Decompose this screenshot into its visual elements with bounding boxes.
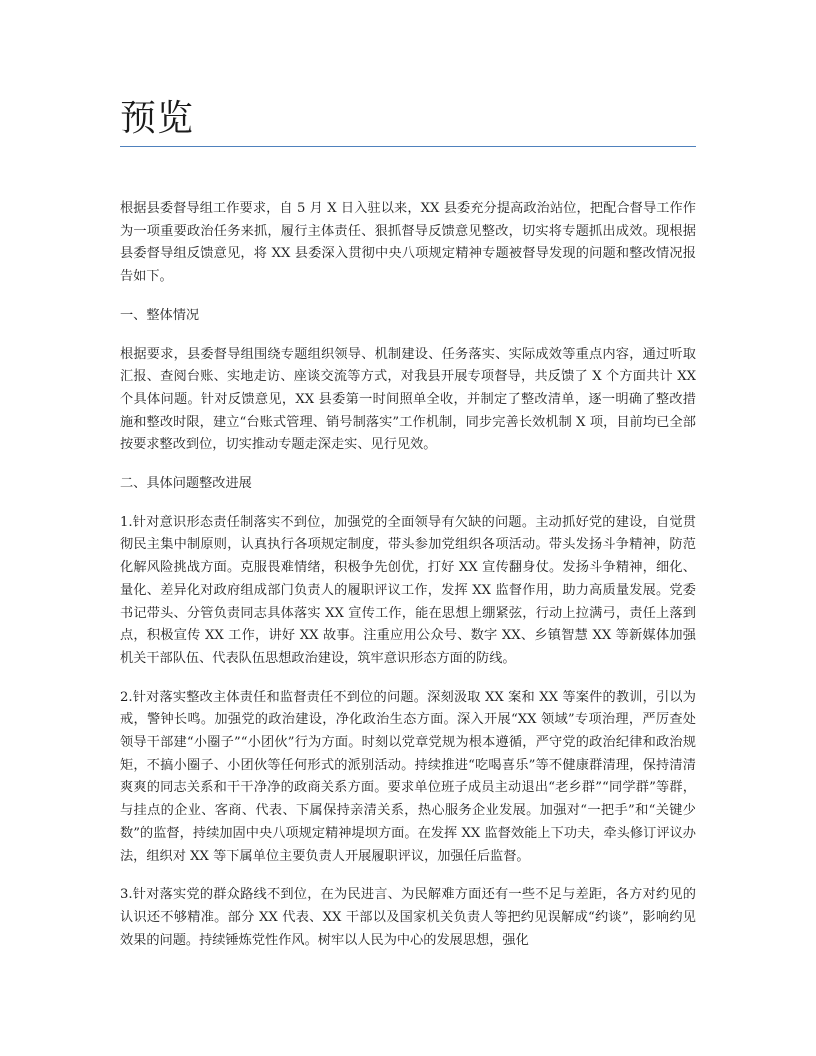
issue-item-1: 1.针对意识形态责任制落实不到位，加强党的全面领导有欠缺的问题。主动抓好党的建设，自觉贯彻民主集中制原则，认真执行各项规定制度，带头参加党组织各项活动。带头发扬斗争精神，防范化解风险挑战方面。克服畏难情绪，积极争先创优，打好 XX 宣传翻身仗。发扬斗争精神，细化、量化、差异化对政府组成部门负责人的履职评议工作，发挥 XX 监督作用，助力高质量发展。党委书记带头、分管负责同志具体落实 XX 宣传工作，能在思想上绷紧弦，行动上拉满弓，责任上落到点，积极宣传 XX 工作，讲好 XX 故事。注重应用公众号、数字 XX、乡镇智慧 XX 等新媒体加强机关干部队伍、代表队伍思想政治建设，筑牢意识形态方面的防线。 [120,514,696,666]
page-title: 预览 [120,98,195,139]
title-underline [120,146,696,147]
issue-item-2: 2.针对落实整改主体责任和监督责任不到位的问题。深刻汲取 XX 案和 XX 等案件的教训，引以为戒，警钟长鸣。加强党的政治建设，净化政治生态方面。深入开展“XX 领域”专项治理，严厉查处领导干部建“小圈子”“小团伙”行为方面。时刻以党章党规为根本遵循，严守党的政治纪律和政治规矩，不搞小圈子、小团伙等任何形式的派别活动。持续推进“吃喝喜乐”等不健康群清理，保持清清爽爽的同志关系和干干净净的政商关系方面。要求单位班子成员主动退出“老乡群”“同学群”等群，与挂点的企业、客商、代表、下属保持亲清关系，热心服务企业发展。加强对“一把手”和“关键少数”的监督，持续加固中央八项规定精神堤坝方面。在发挥 XX 监督效能上下功夫，牵头修订评议办法，组织对 XX 等下属单位主要负责人开展履职评议，加强任后监督。 [120,689,696,864]
overall-paragraph: 根据要求，县委督导组围绕专题组织领导、机制建设、任务落实、实际成效等重点内容，通过听取汇报、查阅台账、实地走访、座谈交流等方式，对我县开展专项督导，共反馈了 X 个方面共计 XX 个具体问题。针对反馈意见，XX 县委第一时间照单全收，并制定了整改清单，逐一明确了整改措施和整改时限，建立“台账式管理、销号制落实”工作机制，同步完善长效机制 X 项，目前均已全部按要求整改到位，切实推动专题走深走实、见行见效。 [120,346,696,453]
issue-item-3: 3.针对落实党的群众路线不到位，在为民进言、为民解难方面还有一些不足与差距，各方对约见的认识还不够精准。部分 XX 代表、XX 干部以及国家机关负责人等把约见误解成“约谈”，影响约见效果的问题。持续锤炼党性作风。树牢以人民为中心的发展思想，强化 [120,887,696,948]
intro-paragraph: 根据县委督导组工作要求，自 5 月 X 日入驻以来，XX 县委充分提高政治站位，把配合督导工作作为一项重要政治任务来抓，履行主体责任、狠抓督导反馈意见整改，切实将专题抓出成效。现根据县委督导组反馈意见，将 XX 县委深入贯彻中央八项规定精神专题被督导发现的问题和整改情况报告如下。 [120,201,696,285]
section-heading-overall: 一、整体情况 [120,307,200,323]
document-body [120,198,696,968]
section-heading-progress: 二、具体问题整改进展 [120,476,252,492]
